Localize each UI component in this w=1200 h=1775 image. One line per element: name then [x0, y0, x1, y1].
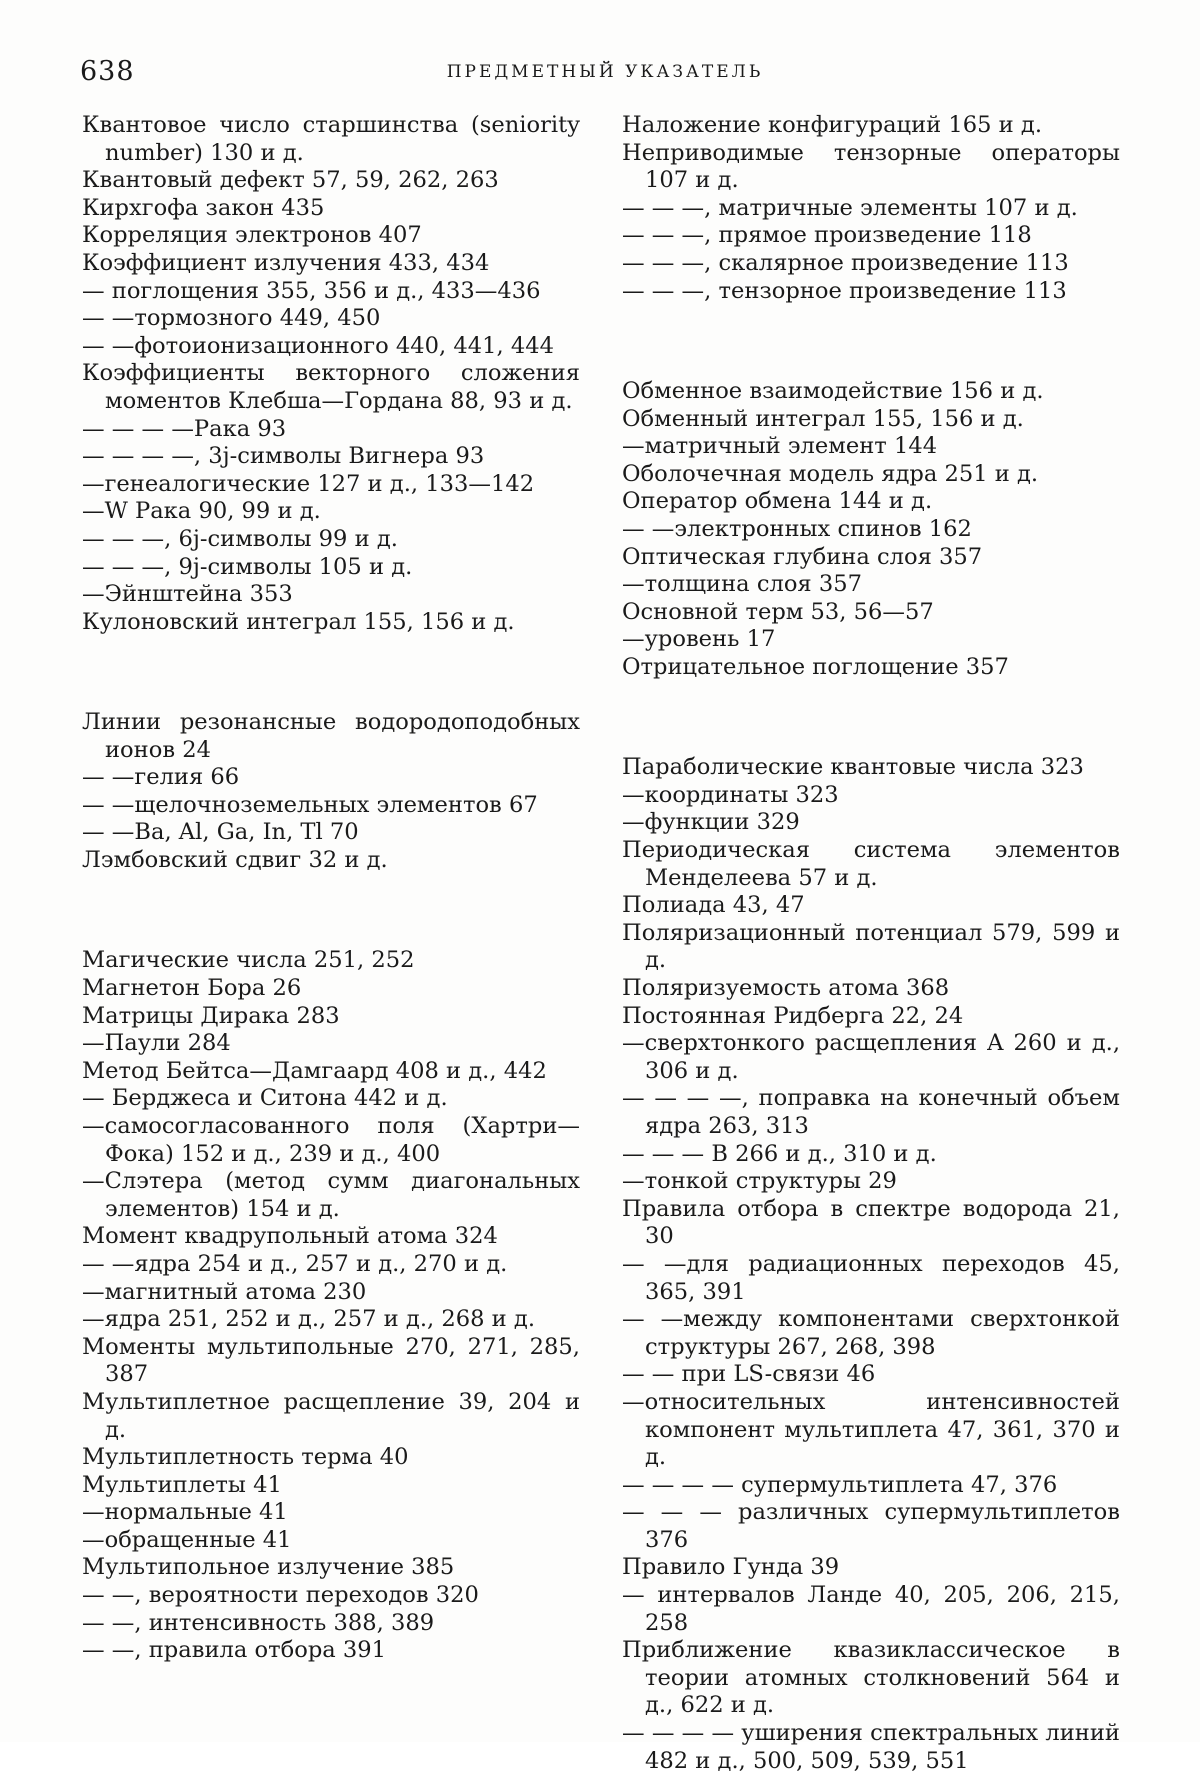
section-gap: [622, 328, 1120, 356]
index-entry: Квантовое число старшинства (seniority number) 130 и д.: [82, 112, 580, 166]
index-entry: Параболические квантовые числа 323: [622, 754, 1084, 781]
index-entry: Корреляция электронов 407: [82, 222, 422, 249]
index-entry: — интервалов Ланде 40, 205, 206, 215, 258: [622, 1582, 1120, 1636]
index-entry: Правила отбора в спектре водорода 21, 30: [622, 1195, 1120, 1250]
index-entry: Коэффициент излучения 433, 434: [82, 249, 490, 276]
section-gap: [622, 704, 1120, 732]
page-header: [80, 56, 1130, 96]
index-entry: —Эйнштейна 353: [82, 581, 293, 608]
index-entry: —Слэтера (метод сумм диагональных элементов) 154 и д.: [82, 1168, 580, 1222]
index-entry: Обменное взаимодействие 156 и д.: [622, 377, 1044, 404]
index-entry: Линии резонансные водородоподобных ионов 24: [82, 709, 580, 763]
index-entry: — — —, 9j-символы 105 и д.: [82, 553, 413, 580]
index-entry: —W Рака 90, 99 и д.: [82, 498, 321, 525]
index-entry: —уровень 17: [622, 626, 776, 653]
index-entry: Моменты мультипольные 270, 271, 285, 387: [82, 1333, 580, 1388]
index-entry: Приближение квазиклассическое в теории атомных столкновений 564 и д., 622 и д.: [622, 1637, 1120, 1719]
index-entry: — —, правила отбора 391: [82, 1637, 387, 1664]
index-entry: Коэффициенты векторного сложения моментов Клебша—Гордана 88, 93 и д.: [82, 360, 580, 414]
index-entry: Момент квадрупольный атома 324: [82, 1223, 498, 1250]
index-entry: — — —, прямое произведение 118: [622, 222, 1032, 249]
index-entry: — —гелия 66: [82, 764, 240, 791]
index-entry: — — —, тензорное произведение 113: [622, 277, 1067, 304]
index-entry: —нормальные 41: [82, 1499, 288, 1526]
index-entry: Основной терм 53, 56—57: [622, 598, 934, 625]
index-entry: Мультиплеты 41: [82, 1471, 282, 1498]
index-entry: Периодическая система элементов Менделеева 57 и д.: [622, 837, 1120, 891]
index-entry: Лэмбовский сдвиг 32 и д.: [82, 847, 388, 874]
index-entry: —ядра 251, 252 и д., 257 и д., 268 и д.: [82, 1306, 536, 1333]
index-entry: —обращенные 41: [82, 1526, 292, 1553]
index-entry: — Берджеса и Ситона 442 и д.: [82, 1085, 448, 1112]
index-entry: Квантовый дефект 57, 59, 262, 263: [82, 167, 499, 194]
index-entry: Оптическая глубина слоя 357: [622, 543, 983, 570]
index-entry: —Паули 284: [82, 1030, 231, 1057]
index-entry: —функции 329: [622, 809, 800, 836]
index-entry: Полиада 43, 47: [622, 892, 805, 919]
index-entry: — —для радиационных переходов 45, 365, 391: [622, 1250, 1120, 1305]
index-entry: — —щелочноземельных элементов 67: [82, 791, 538, 818]
index-entry: Магнетон Бора 26: [82, 975, 302, 1001]
index-entry: Магические числа 251, 252: [82, 947, 415, 974]
section-gap: [82, 897, 580, 925]
index-column-right: [622, 112, 1120, 1775]
index-entry: — — — —, 3j-символы Вигнера 93: [82, 443, 485, 470]
index-column-left: [82, 112, 580, 1665]
index-entry: Метод Бейтса—Дамгаард 408 и д., 442: [82, 1057, 547, 1084]
index-entry: —самосогласованного поля (Хартри—Фока) 152 и д., 239 и д., 400: [82, 1112, 580, 1167]
index-entry: Матрицы Дирака 283: [82, 1002, 340, 1029]
index-entry: — — — — уширения спектральных линий 482 и д., 500, 509, 539, 551: [622, 1720, 1120, 1774]
index-entry: — — — —Рака 93: [82, 415, 287, 442]
index-entry: Мультиплетное расщепление 39, 204 и д.: [82, 1388, 580, 1443]
running-title: ПРЕДМЕТНЫЙ УКАЗАТЕЛЬ: [446, 62, 764, 82]
index-entry: — — — — супермультиплета 47, 376: [622, 1471, 1058, 1498]
index-entry: — —, вероятности переходов 320: [82, 1582, 479, 1609]
index-entry: Поляризуемость атома 368: [622, 975, 950, 1001]
index-entry: Мультипольное излучение 385: [82, 1554, 455, 1581]
index-entry: —генеалогические 127 и д., 133—142: [82, 470, 535, 497]
index-entry: —сверхтонкого расщепления A 260 и д., 306 и д.: [622, 1030, 1120, 1084]
index-entry: — поглощения 355, 356 и д., 433—436: [82, 277, 541, 304]
index-entry: Оболочечная модель ядра 251 и д.: [622, 460, 1039, 487]
index-entry: —тонкой структуры 29: [622, 1168, 897, 1195]
index-entry: — — — —, поправка на конечный объем ядра 263, 313: [622, 1085, 1120, 1139]
index-entry: — — —, 6j-символы 99 и д.: [82, 525, 398, 552]
index-entry: — — — B 266 и д., 310 и д.: [622, 1140, 937, 1167]
index-entry: — —Ba, Al, Ga, In, Tl 70: [82, 819, 359, 846]
index-entry: — —электронных спинов 162: [622, 515, 972, 542]
index-entry: Постоянная Ридберга 22, 24: [622, 1002, 964, 1029]
index-entry: Наложение конфигураций 165 и д.: [622, 112, 1043, 138]
index-entry: — —, интенсивность 388, 389: [82, 1609, 435, 1636]
index-entry: Кулоновский интеграл 155, 156 и д.: [82, 608, 515, 635]
index-entry: — —между компонентами сверхтонкой структуры 267, 268, 398: [622, 1306, 1120, 1360]
index-entry: — — при LS-связи 46: [622, 1361, 876, 1388]
index-entry: Отрицательное поглощение 357: [622, 653, 1009, 680]
index-entry: —матричный элемент 144: [622, 433, 938, 460]
index-entry: — —фотоионизационного 440, 441, 444: [82, 332, 554, 359]
index-entry: Оператор обмена 144 и д.: [622, 488, 933, 515]
index-entry: — —ядра 254 и д., 257 и д., 270 и д.: [82, 1250, 508, 1277]
index-entry: —координаты 323: [622, 781, 839, 808]
page-number: 638: [80, 56, 135, 87]
index-entry: —относительных интенсивностей компонент мультиплета 47, 361, 370 и д.: [622, 1388, 1120, 1471]
index-entry: Правило Гунда 39: [622, 1554, 840, 1581]
index-entry: — — — различных супермультиплетов 376: [622, 1499, 1120, 1553]
index-entry: — —тормозного 449, 450: [82, 305, 381, 332]
index-entry: Обменный интеграл 155, 156 и д.: [622, 405, 1024, 432]
index-entry: Мультиплетность терма 40: [82, 1444, 409, 1471]
index-entry: —магнитный атома 230: [82, 1278, 367, 1305]
index-entry: Поляризационный потенциал 579, 599 и д.: [622, 919, 1120, 974]
index-entry: Кирхгофа закон 435: [82, 194, 325, 221]
index-entry: Неприводимые тензорные операторы 107 и д.: [622, 139, 1120, 194]
section-gap: [82, 659, 580, 687]
index-entry: — — —, скалярное произведение 113: [622, 249, 1069, 276]
index-entry: — — —, матричные элементы 107 и д.: [622, 194, 1078, 221]
index-entry: —толщина слоя 357: [622, 571, 862, 598]
